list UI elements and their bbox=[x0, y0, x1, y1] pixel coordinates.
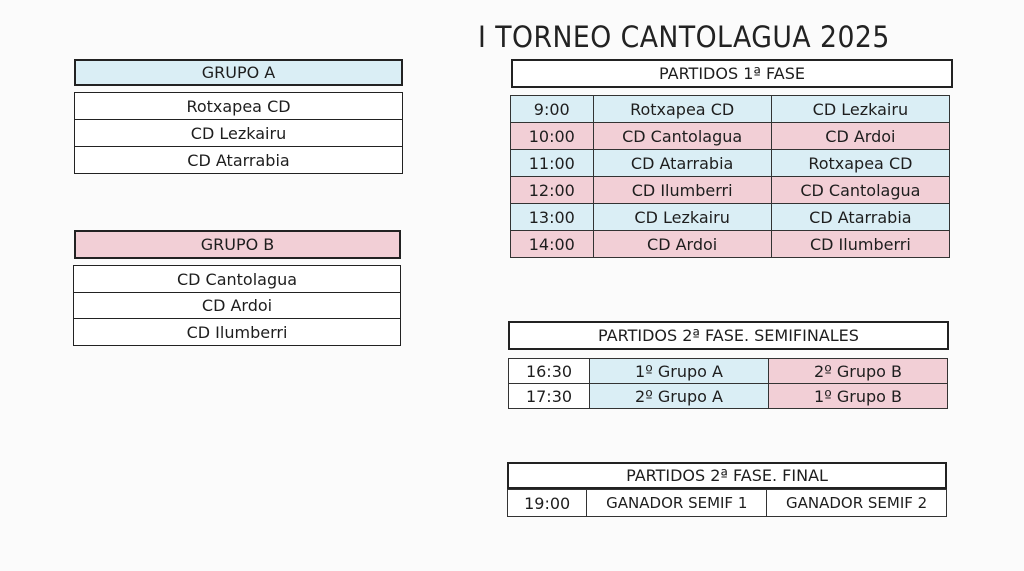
match-home: CD Ardoi bbox=[593, 231, 771, 258]
match-home: 2º Grupo A bbox=[590, 384, 769, 409]
match-home: CD Lezkairu bbox=[593, 204, 771, 231]
match-row bbox=[511, 150, 950, 177]
match-time: 11:00 bbox=[511, 150, 594, 177]
match-time: 14:00 bbox=[511, 231, 594, 258]
match-row bbox=[511, 177, 950, 204]
match-row bbox=[511, 231, 950, 258]
match-time: 16:30 bbox=[509, 359, 590, 384]
team-item: Rotxapea CD bbox=[75, 93, 402, 120]
match-time: 13:00 bbox=[511, 204, 594, 231]
match-away: CD Atarrabia bbox=[771, 204, 949, 231]
final-table bbox=[507, 489, 947, 517]
group-b-team-list bbox=[73, 265, 401, 346]
match-home: Rotxapea CD bbox=[593, 96, 771, 123]
semis-table bbox=[508, 358, 948, 409]
phase1-table bbox=[510, 95, 950, 258]
match-home: CD Atarrabia bbox=[593, 150, 771, 177]
group-b-header: GRUPO B bbox=[74, 230, 401, 259]
match-row bbox=[511, 204, 950, 231]
team-item: CD Cantolagua bbox=[74, 266, 400, 293]
team-item: CD Ilumberri bbox=[186, 322, 288, 342]
group-a-team-list bbox=[74, 92, 403, 174]
match-row bbox=[509, 384, 948, 409]
match-home: CD Ilumberri bbox=[593, 177, 771, 204]
match-away: GANADOR SEMIF 2 bbox=[767, 490, 947, 517]
semis-header: PARTIDOS 2ª FASE. SEMIFINALES bbox=[508, 321, 949, 350]
match-time: 10:00 bbox=[511, 123, 594, 150]
match-away: CD Cantolagua bbox=[771, 177, 949, 204]
match-time: 17:30 bbox=[509, 384, 590, 409]
match-home: GANADOR SEMIF 1 bbox=[587, 490, 767, 517]
team-item: CD Ardoi bbox=[74, 293, 400, 319]
match-away: Rotxapea CD bbox=[771, 150, 949, 177]
match-away: 1º Grupo B bbox=[769, 384, 948, 409]
match-away: 2º Grupo B bbox=[769, 359, 948, 384]
match-away: CD Ilumberri bbox=[771, 231, 949, 258]
match-row bbox=[511, 123, 950, 150]
match-time: 9:00 bbox=[511, 96, 594, 123]
match-home: CD Cantolagua bbox=[593, 123, 771, 150]
final-header: PARTIDOS 2ª FASE. FINAL bbox=[507, 462, 947, 489]
team-item: CD Atarrabia bbox=[187, 150, 290, 170]
team-item: CD Lezkairu bbox=[75, 120, 402, 147]
match-row bbox=[511, 96, 950, 123]
match-time: 19:00 bbox=[508, 490, 587, 517]
match-time: 12:00 bbox=[511, 177, 594, 204]
phase1-header: PARTIDOS 1ª FASE bbox=[511, 59, 953, 88]
match-away: CD Lezkairu bbox=[771, 96, 949, 123]
match-row bbox=[509, 359, 948, 384]
page-title: I TORNEO CANTOLAGUA 2025 bbox=[478, 20, 890, 54]
match-home: 1º Grupo A bbox=[590, 359, 769, 384]
group-a-header: GRUPO A bbox=[74, 59, 403, 86]
match-away: CD Ardoi bbox=[771, 123, 949, 150]
